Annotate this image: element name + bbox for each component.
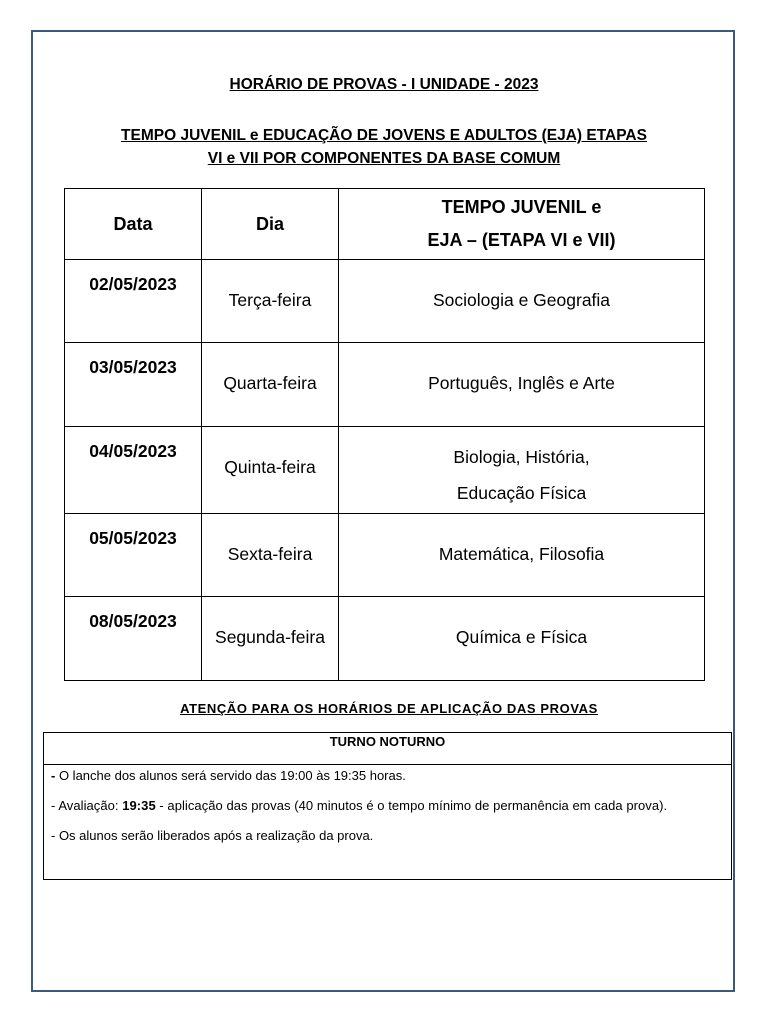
row-date: 08/05/2023 (89, 611, 177, 631)
note-release: - Os alunos serão liberados após a realização da prova. (51, 828, 374, 843)
subtitle-line-1: TEMPO JUVENIL e EDUCAÇÃO DE JOVENS E ADULTOS (EJA) ETAPAS (121, 127, 647, 144)
table-row (65, 343, 705, 427)
exam-start-time: 19:35 (122, 798, 156, 813)
row-subjects-line-1: Biologia, História, (453, 447, 590, 467)
table-row (65, 260, 705, 343)
row-day: Terça-feira (228, 290, 312, 310)
night-shift-body (44, 765, 731, 845)
document-subtitle (40, 124, 728, 170)
row-day: Quinta-feira (224, 457, 316, 477)
night-shift-title: TURNO NOTURNO (44, 733, 731, 765)
document-title: HORÁRIO DE PROVAS - I UNIDADE - 2023 (229, 76, 539, 93)
table-row (65, 597, 705, 681)
table-header-row (65, 189, 705, 260)
header-subjects-line-2: EJA – (ETAPA VI e VII) (427, 230, 616, 250)
header-subjects-line-1: TEMPO JUVENIL e (441, 197, 602, 217)
row-subjects: Matemática, Filosofia (438, 544, 605, 564)
attention-heading: ATENÇÃO PARA OS HORÁRIOS DE APLICAÇÃO DAS PROVAS (180, 701, 598, 716)
row-subjects (339, 439, 704, 511)
schedule-table (64, 188, 705, 681)
row-date: 03/05/2023 (89, 357, 177, 377)
row-subjects: Sociologia e Geografia (432, 290, 611, 310)
row-day: Sexta-feira (227, 544, 313, 564)
table-row (65, 427, 705, 514)
row-day: Segunda-feira (215, 627, 325, 647)
subtitle-line-2: VI e VII POR COMPONENTES DA BASE COMUM (207, 150, 561, 167)
row-subjects-line-2: Educação Física (456, 483, 587, 503)
header-day: Dia (202, 189, 339, 260)
row-subjects: Português, Inglês e Arte (428, 373, 615, 393)
row-date: 02/05/2023 (89, 274, 177, 294)
note-exam-time: - Avaliação: 19:35 - aplicação das provas (40 minutos é o tempo mínimo de permanência em cada prova). (51, 798, 668, 813)
row-day: Quarta-feira (223, 373, 317, 393)
night-shift-box (43, 732, 732, 880)
note-snack: - O lanche dos alunos será servido das 19:00 às 19:35 horas. (51, 768, 406, 783)
header-date: Data (65, 189, 202, 260)
table-row (65, 514, 705, 597)
row-date: 04/05/2023 (89, 441, 177, 461)
header-subjects (339, 189, 705, 260)
row-date: 05/05/2023 (89, 528, 177, 548)
row-subjects: Química e Física (455, 627, 588, 647)
